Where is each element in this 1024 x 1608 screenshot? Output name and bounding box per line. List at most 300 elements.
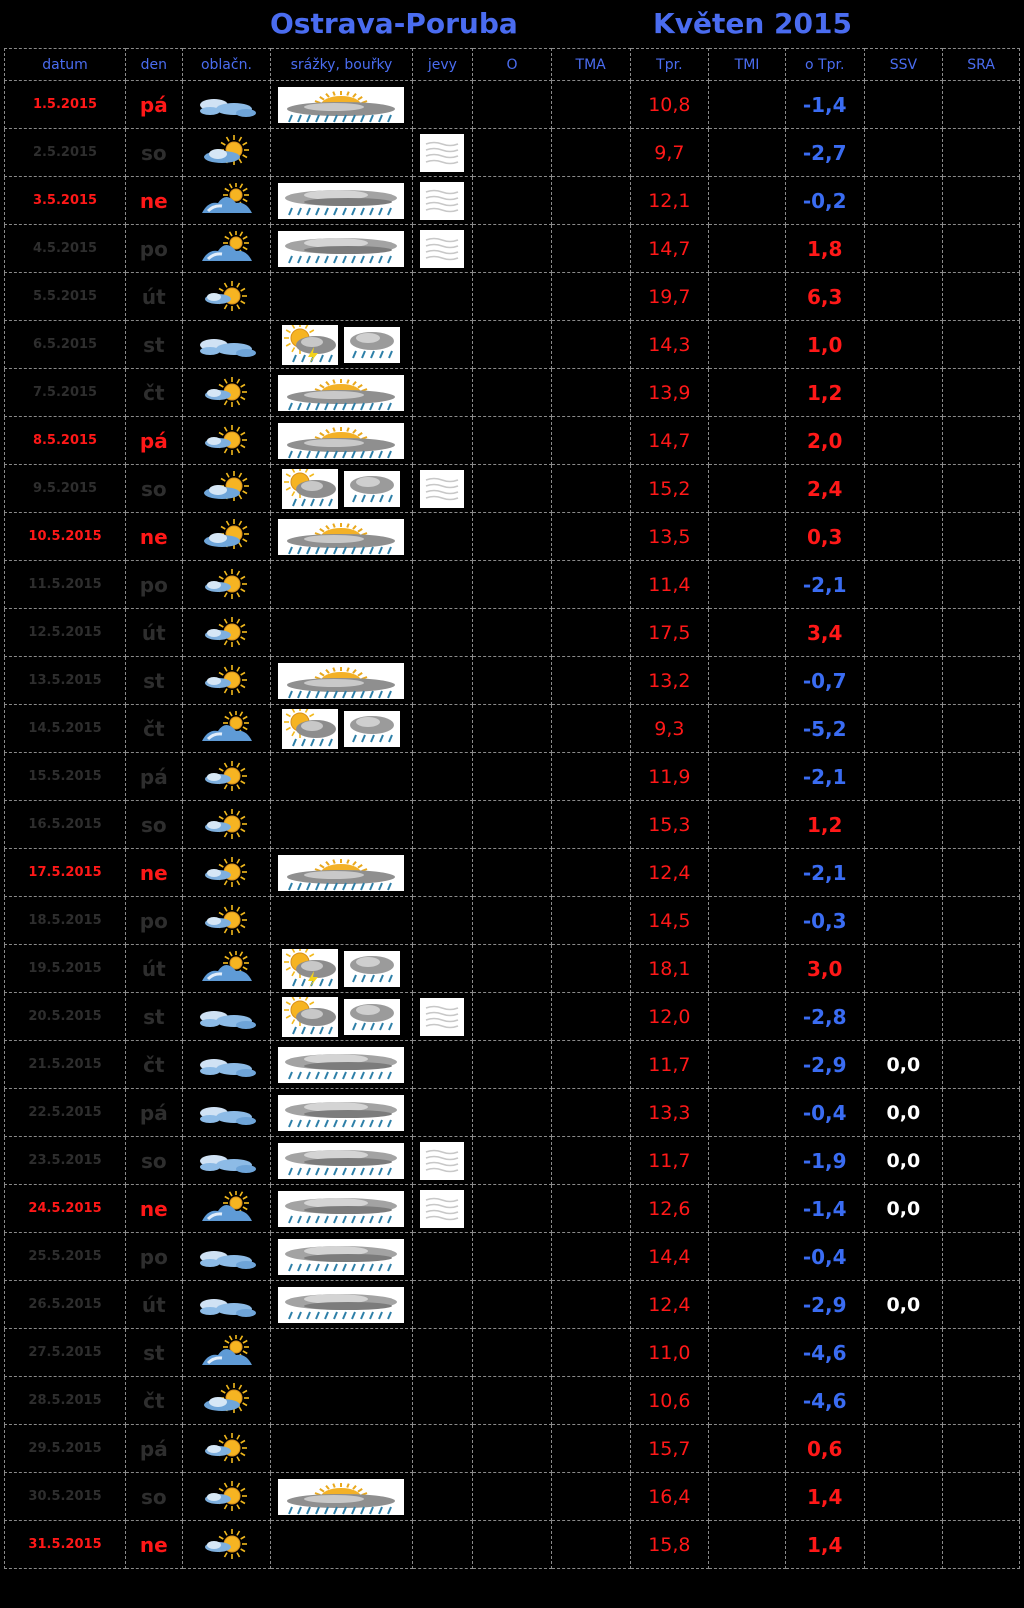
o-cell xyxy=(473,417,552,465)
sra-cell xyxy=(943,1473,1020,1521)
day-cell: ne xyxy=(126,1521,183,1569)
col-tmi: TMI xyxy=(709,49,786,81)
overcast-cloud-icon xyxy=(183,327,271,363)
tpr-cell: 13,2 xyxy=(630,657,709,705)
phenomena-cell xyxy=(412,993,473,1041)
ssv-cell xyxy=(864,993,943,1041)
sky-cell xyxy=(182,705,271,753)
day-cell: út xyxy=(126,945,183,993)
tma-cell xyxy=(551,1281,630,1329)
precip-cell xyxy=(271,657,412,705)
tma-cell xyxy=(551,1473,630,1521)
otpr-cell: 1,2 xyxy=(785,369,864,417)
rain-cloud-icon xyxy=(278,1143,404,1179)
overcast-cloud-icon xyxy=(183,999,271,1035)
ssv-cell xyxy=(864,705,943,753)
table-row xyxy=(5,273,1020,321)
date-cell: 30.5.2015 xyxy=(5,1473,126,1521)
sunny-icon xyxy=(183,567,271,603)
tpr-cell: 11,4 xyxy=(630,561,709,609)
rain-sun-icon xyxy=(278,87,404,123)
partly-cloudy-icon xyxy=(183,471,271,507)
precip-cell xyxy=(271,417,412,465)
rain-sun-icon xyxy=(278,375,404,411)
tma-cell xyxy=(551,369,630,417)
phenomena-cell xyxy=(412,1281,473,1329)
sunny-icon xyxy=(183,279,271,315)
header-row xyxy=(5,49,1020,81)
partly-cloudy-icon xyxy=(183,1383,271,1419)
date-cell: 24.5.2015 xyxy=(5,1185,126,1233)
phenomena-cell xyxy=(412,609,473,657)
table-row xyxy=(5,849,1020,897)
date-cell: 15.5.2015 xyxy=(5,753,126,801)
fog-icon xyxy=(420,230,464,268)
day-cell: ne xyxy=(126,849,183,897)
day-cell: čt xyxy=(126,705,183,753)
o-cell xyxy=(473,1089,552,1137)
date-cell: 1.5.2015 xyxy=(5,81,126,129)
rain-sun-icon xyxy=(278,663,404,699)
tma-cell xyxy=(551,1185,630,1233)
phenomena-cell xyxy=(412,1329,473,1377)
date-cell: 31.5.2015 xyxy=(5,1521,126,1569)
phenomena-cell xyxy=(412,321,473,369)
date-cell: 3.5.2015 xyxy=(5,177,126,225)
otpr-cell: 0,6 xyxy=(785,1425,864,1473)
sky-cell xyxy=(182,993,271,1041)
day-cell: st xyxy=(126,321,183,369)
date-cell: 21.5.2015 xyxy=(5,1041,126,1089)
date-cell: 29.5.2015 xyxy=(5,1425,126,1473)
sra-cell xyxy=(943,1521,1020,1569)
precip-cell xyxy=(271,1281,412,1329)
phenomena-cell xyxy=(412,801,473,849)
tma-cell xyxy=(551,993,630,1041)
tpr-cell: 12,6 xyxy=(630,1185,709,1233)
sky-cell xyxy=(182,753,271,801)
sky-cell xyxy=(182,1137,271,1185)
ssv-cell xyxy=(864,1521,943,1569)
tma-cell xyxy=(551,81,630,129)
shower-icon xyxy=(344,327,400,363)
phenomena-cell xyxy=(412,1041,473,1089)
day-cell: po xyxy=(126,897,183,945)
day-cell: st xyxy=(126,993,183,1041)
precip-cell xyxy=(271,81,412,129)
phenomena-cell xyxy=(412,1185,473,1233)
tpr-cell: 9,7 xyxy=(630,129,709,177)
sra-cell xyxy=(943,1137,1020,1185)
day-cell: út xyxy=(126,1281,183,1329)
tpr-cell: 14,5 xyxy=(630,897,709,945)
sky-cell xyxy=(182,1425,271,1473)
otpr-cell: 3,4 xyxy=(785,609,864,657)
rain-cloud-icon xyxy=(278,183,404,219)
precip-cell xyxy=(271,1137,412,1185)
phenomena-cell xyxy=(412,513,473,561)
sra-cell xyxy=(943,273,1020,321)
sky-cell xyxy=(182,177,271,225)
tmi-cell xyxy=(709,1281,786,1329)
table-row xyxy=(5,1377,1020,1425)
sunny-icon xyxy=(183,1527,271,1563)
table-row xyxy=(5,417,1020,465)
precip-cell xyxy=(271,273,412,321)
o-cell xyxy=(473,849,552,897)
tpr-cell: 15,7 xyxy=(630,1425,709,1473)
tma-cell xyxy=(551,753,630,801)
tma-cell xyxy=(551,513,630,561)
rain-cloud-icon xyxy=(278,231,404,267)
o-cell xyxy=(473,1521,552,1569)
tpr-cell: 17,5 xyxy=(630,609,709,657)
day-cell: čt xyxy=(126,369,183,417)
table-row xyxy=(5,993,1020,1041)
sra-cell xyxy=(943,1041,1020,1089)
ssv-cell: 0,0 xyxy=(864,1185,943,1233)
col-jevy: jevy xyxy=(412,49,473,81)
otpr-cell: 0,3 xyxy=(785,513,864,561)
sky-cell xyxy=(182,801,271,849)
tmi-cell xyxy=(709,129,786,177)
rain-cloud-icon xyxy=(278,1191,404,1227)
date-cell: 25.5.2015 xyxy=(5,1233,126,1281)
tpr-cell: 11,9 xyxy=(630,753,709,801)
table-row xyxy=(5,1185,1020,1233)
otpr-cell: -2,1 xyxy=(785,753,864,801)
sra-cell xyxy=(943,417,1020,465)
table-row xyxy=(5,225,1020,273)
tpr-cell: 11,7 xyxy=(630,1041,709,1089)
precip-cell xyxy=(271,849,412,897)
day-cell: ne xyxy=(126,177,183,225)
table-row xyxy=(5,129,1020,177)
tpr-cell: 13,5 xyxy=(630,513,709,561)
day-cell: po xyxy=(126,561,183,609)
date-cell: 18.5.2015 xyxy=(5,897,126,945)
sra-cell xyxy=(943,177,1020,225)
thunderstorm-icon xyxy=(282,949,338,989)
otpr-cell: -4,6 xyxy=(785,1329,864,1377)
fog-icon xyxy=(420,470,464,508)
sunny-icon xyxy=(183,855,271,891)
ssv-cell xyxy=(864,321,943,369)
sra-cell xyxy=(943,945,1020,993)
ssv-cell xyxy=(864,465,943,513)
date-cell: 20.5.2015 xyxy=(5,993,126,1041)
otpr-cell: -0,3 xyxy=(785,897,864,945)
o-cell xyxy=(473,753,552,801)
tma-cell xyxy=(551,1137,630,1185)
tmi-cell xyxy=(709,753,786,801)
day-cell: čt xyxy=(126,1041,183,1089)
ssv-cell xyxy=(864,1329,943,1377)
o-cell xyxy=(473,801,552,849)
tmi-cell xyxy=(709,1521,786,1569)
day-cell: ne xyxy=(126,513,183,561)
tmi-cell xyxy=(709,1041,786,1089)
ssv-cell xyxy=(864,945,943,993)
precip-cell xyxy=(271,129,412,177)
tma-cell xyxy=(551,225,630,273)
phenomena-cell xyxy=(412,1233,473,1281)
shower-icon xyxy=(344,711,400,747)
overcast-cloud-icon xyxy=(183,1095,271,1131)
sra-cell xyxy=(943,225,1020,273)
tpr-cell: 15,8 xyxy=(630,1521,709,1569)
tmi-cell xyxy=(709,1089,786,1137)
tma-cell xyxy=(551,1329,630,1377)
col-o: O xyxy=(473,49,552,81)
precip-cell xyxy=(271,321,412,369)
fog-icon xyxy=(420,182,464,220)
sun-shower-icon xyxy=(282,709,338,749)
tpr-cell: 9,3 xyxy=(630,705,709,753)
otpr-cell: -0,4 xyxy=(785,1089,864,1137)
sra-cell xyxy=(943,993,1020,1041)
tma-cell xyxy=(551,1425,630,1473)
sra-cell xyxy=(943,849,1020,897)
tma-cell xyxy=(551,465,630,513)
phenomena-cell xyxy=(412,273,473,321)
tpr-cell: 15,2 xyxy=(630,465,709,513)
col-tma: TMA xyxy=(551,49,630,81)
tmi-cell xyxy=(709,1185,786,1233)
sun-cloud-icon xyxy=(183,231,271,267)
tma-cell xyxy=(551,177,630,225)
sunny-icon xyxy=(183,375,271,411)
ssv-cell xyxy=(864,369,943,417)
tmi-cell xyxy=(709,513,786,561)
otpr-cell: 3,0 xyxy=(785,945,864,993)
ssv-cell xyxy=(864,657,943,705)
table-row xyxy=(5,1233,1020,1281)
precip-cell xyxy=(271,897,412,945)
tmi-cell xyxy=(709,561,786,609)
precip-cell xyxy=(271,1089,412,1137)
precip-cell xyxy=(271,1329,412,1377)
sra-cell xyxy=(943,657,1020,705)
ssv-cell xyxy=(864,129,943,177)
table-row xyxy=(5,897,1020,945)
tma-cell xyxy=(551,705,630,753)
phenomena-cell xyxy=(412,177,473,225)
o-cell xyxy=(473,225,552,273)
ssv-cell xyxy=(864,561,943,609)
sky-cell xyxy=(182,1473,271,1521)
sky-cell xyxy=(182,369,271,417)
day-cell: pá xyxy=(126,1425,183,1473)
o-cell xyxy=(473,705,552,753)
day-cell: pá xyxy=(126,1089,183,1137)
tpr-cell: 12,4 xyxy=(630,849,709,897)
date-cell: 16.5.2015 xyxy=(5,801,126,849)
precip-cell xyxy=(271,1521,412,1569)
phenomena-cell xyxy=(412,81,473,129)
tmi-cell xyxy=(709,1233,786,1281)
day-cell: so xyxy=(126,801,183,849)
date-cell: 6.5.2015 xyxy=(5,321,126,369)
table-row xyxy=(5,945,1020,993)
sky-cell xyxy=(182,417,271,465)
sky-cell xyxy=(182,609,271,657)
tma-cell xyxy=(551,945,630,993)
date-cell: 27.5.2015 xyxy=(5,1329,126,1377)
precip-cell xyxy=(271,1041,412,1089)
phenomena-cell xyxy=(412,1473,473,1521)
day-cell: út xyxy=(126,273,183,321)
sra-cell xyxy=(943,369,1020,417)
sunny-icon xyxy=(183,615,271,651)
date-cell: 13.5.2015 xyxy=(5,657,126,705)
tpr-cell: 12,0 xyxy=(630,993,709,1041)
sky-cell xyxy=(182,945,271,993)
precip-cell xyxy=(271,801,412,849)
tmi-cell xyxy=(709,321,786,369)
sky-cell xyxy=(182,1281,271,1329)
sky-cell xyxy=(182,225,271,273)
precip-cell xyxy=(271,705,412,753)
sky-cell xyxy=(182,561,271,609)
date-cell: 12.5.2015 xyxy=(5,609,126,657)
tpr-cell: 10,8 xyxy=(630,81,709,129)
date-cell: 8.5.2015 xyxy=(5,417,126,465)
rain-cloud-icon xyxy=(278,1095,404,1131)
tmi-cell xyxy=(709,81,786,129)
tmi-cell xyxy=(709,1425,786,1473)
otpr-cell: 1,4 xyxy=(785,1473,864,1521)
shower-icon xyxy=(344,471,400,507)
phenomena-cell xyxy=(412,225,473,273)
tpr-cell: 15,3 xyxy=(630,801,709,849)
date-cell: 23.5.2015 xyxy=(5,1137,126,1185)
ssv-cell: 0,0 xyxy=(864,1281,943,1329)
tma-cell xyxy=(551,849,630,897)
col-otpr: o Tpr. xyxy=(785,49,864,81)
sun-cloud-icon xyxy=(183,711,271,747)
ssv-cell xyxy=(864,849,943,897)
precip-cell xyxy=(271,225,412,273)
phenomena-cell xyxy=(412,561,473,609)
tpr-cell: 19,7 xyxy=(630,273,709,321)
day-cell: pá xyxy=(126,81,183,129)
sky-cell xyxy=(182,513,271,561)
day-cell: st xyxy=(126,1329,183,1377)
precip-cell xyxy=(271,1185,412,1233)
day-cell: pá xyxy=(126,753,183,801)
ssv-cell xyxy=(864,1473,943,1521)
tpr-cell: 11,7 xyxy=(630,1137,709,1185)
date-cell: 22.5.2015 xyxy=(5,1089,126,1137)
table-row xyxy=(5,801,1020,849)
day-cell: ne xyxy=(126,1185,183,1233)
otpr-cell: 6,3 xyxy=(785,273,864,321)
ssv-cell: 0,0 xyxy=(864,1089,943,1137)
table-row xyxy=(5,1281,1020,1329)
o-cell xyxy=(473,273,552,321)
precip-cell xyxy=(271,513,412,561)
day-cell: po xyxy=(126,225,183,273)
otpr-cell: -0,7 xyxy=(785,657,864,705)
phenomena-cell xyxy=(412,1425,473,1473)
o-cell xyxy=(473,561,552,609)
o-cell xyxy=(473,1473,552,1521)
o-cell xyxy=(473,657,552,705)
ssv-cell xyxy=(864,753,943,801)
phenomena-cell xyxy=(412,705,473,753)
date-cell: 26.5.2015 xyxy=(5,1281,126,1329)
date-cell: 2.5.2015 xyxy=(5,129,126,177)
ssv-cell xyxy=(864,609,943,657)
rain-cloud-icon xyxy=(278,1047,404,1083)
o-cell xyxy=(473,369,552,417)
tpr-cell: 10,6 xyxy=(630,1377,709,1425)
tmi-cell xyxy=(709,897,786,945)
otpr-cell: -2,9 xyxy=(785,1041,864,1089)
sra-cell xyxy=(943,129,1020,177)
o-cell xyxy=(473,945,552,993)
rain-sun-icon xyxy=(278,519,404,555)
tpr-cell: 13,3 xyxy=(630,1089,709,1137)
sra-cell xyxy=(943,465,1020,513)
table-row xyxy=(5,81,1020,129)
date-cell: 11.5.2015 xyxy=(5,561,126,609)
otpr-cell: 1,8 xyxy=(785,225,864,273)
tma-cell xyxy=(551,657,630,705)
table-row xyxy=(5,657,1020,705)
day-cell: so xyxy=(126,465,183,513)
table-row xyxy=(5,1089,1020,1137)
sky-cell xyxy=(182,321,271,369)
station-title: Ostrava-Poruba xyxy=(270,7,518,40)
tma-cell xyxy=(551,273,630,321)
tmi-cell xyxy=(709,417,786,465)
o-cell xyxy=(473,897,552,945)
sky-cell xyxy=(182,1233,271,1281)
ssv-cell xyxy=(864,801,943,849)
precip-cell xyxy=(271,1473,412,1521)
otpr-cell: -1,4 xyxy=(785,81,864,129)
o-cell xyxy=(473,609,552,657)
tpr-cell: 13,9 xyxy=(630,369,709,417)
table-row xyxy=(5,705,1020,753)
thunderstorm-icon xyxy=(282,325,338,365)
date-cell: 28.5.2015 xyxy=(5,1377,126,1425)
precip-cell xyxy=(271,465,412,513)
rain-cloud-icon xyxy=(278,1239,404,1275)
precip-cell xyxy=(271,609,412,657)
precip-cell xyxy=(271,1233,412,1281)
sky-cell xyxy=(182,1521,271,1569)
day-cell: čt xyxy=(126,1377,183,1425)
o-cell xyxy=(473,1377,552,1425)
ssv-cell: 0,0 xyxy=(864,1137,943,1185)
ssv-cell xyxy=(864,177,943,225)
sra-cell xyxy=(943,321,1020,369)
sky-cell xyxy=(182,1377,271,1425)
weather-table xyxy=(4,48,1020,1569)
sunny-icon xyxy=(183,1479,271,1515)
sun-cloud-icon xyxy=(183,1191,271,1227)
sky-cell xyxy=(182,657,271,705)
ssv-cell: 0,0 xyxy=(864,1041,943,1089)
fog-icon xyxy=(420,134,464,172)
precip-cell xyxy=(271,1377,412,1425)
otpr-cell: -1,4 xyxy=(785,1185,864,1233)
tma-cell xyxy=(551,1233,630,1281)
precip-cell xyxy=(271,177,412,225)
